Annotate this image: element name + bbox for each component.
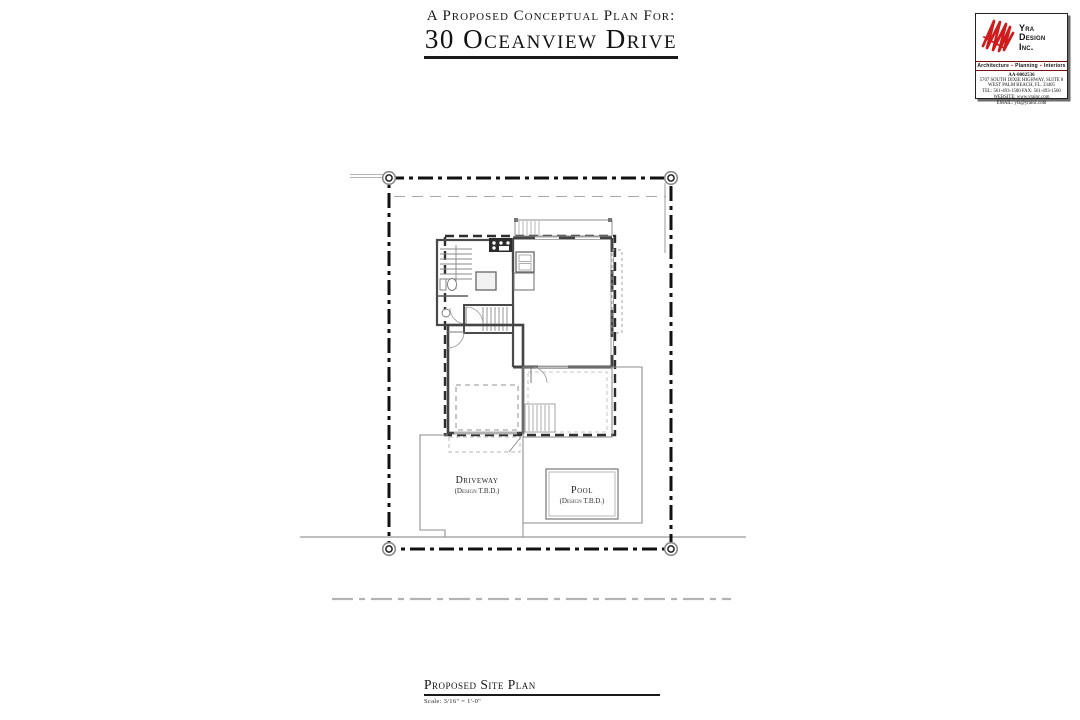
- house-footprint: [437, 218, 622, 437]
- kitchen-island: [476, 272, 496, 290]
- tagline-separator-icon: ▪: [1011, 63, 1014, 69]
- address-line-2: WEST PALM BEACH, FL. 33405: [988, 83, 1055, 89]
- company-line: Yra: [1019, 23, 1035, 33]
- car-space-dashed: [456, 385, 518, 430]
- phone-fax-line: TEL: 561-493-1500 FAX: 561-493-1560: [982, 89, 1061, 95]
- tagline-word: Planning: [1015, 63, 1038, 69]
- toilet-fixture: [440, 279, 457, 291]
- sink-fixture: [442, 309, 450, 317]
- drawing-scale: Scale: 3/16" = 1'-0": [424, 698, 482, 706]
- property-boundary: [383, 172, 678, 556]
- pool-label: Pool: [571, 485, 593, 496]
- company-line: Inc.: [1019, 41, 1034, 52]
- interior-stair: [464, 305, 513, 333]
- garage: [448, 325, 523, 433]
- tagline-word: Architecture: [977, 63, 1010, 69]
- setback-lines: [394, 183, 666, 253]
- corner-marker-icon: [383, 172, 396, 185]
- corner-marker-icon: [665, 172, 678, 185]
- website-line: WEBSITE: www.yrainc.com: [993, 95, 1050, 101]
- drawing-title-underline: [424, 694, 660, 696]
- email-line: EMAIL: yra@yrainc.com: [996, 101, 1047, 107]
- driveway-sub-label: (Design T.B.D.): [454, 487, 500, 495]
- company-line: Design: [1019, 32, 1046, 43]
- driveway-label: Driveway: [455, 475, 499, 486]
- drawing-title-block: [424, 677, 684, 705]
- pool: [546, 469, 618, 519]
- drawing-title: Proposed Site Plan: [424, 677, 536, 692]
- address-line-1: 5707 SOUTH DIXIE HIGHWAY, SUITE 8: [979, 77, 1064, 83]
- kitchen-counter: [514, 273, 534, 290]
- corner-marker-icon: [665, 543, 678, 556]
- sheet-title: 30 Oceanview Drive: [424, 24, 678, 54]
- license-number: AA-0002536: [1008, 72, 1035, 78]
- sheet-subtitle: A Proposed Conceptual Plan For:: [426, 8, 676, 24]
- covered-patio: [523, 367, 612, 437]
- kitchen: [476, 238, 534, 290]
- corner-marker-icon: [383, 543, 396, 556]
- top-deck: [514, 218, 612, 236]
- tagline-separator-icon: ▪: [1039, 63, 1042, 69]
- pool-sub-label: (Design T.B.D.): [559, 497, 605, 505]
- driveway: [420, 435, 521, 537]
- tagline-word: Interiors: [1043, 63, 1066, 69]
